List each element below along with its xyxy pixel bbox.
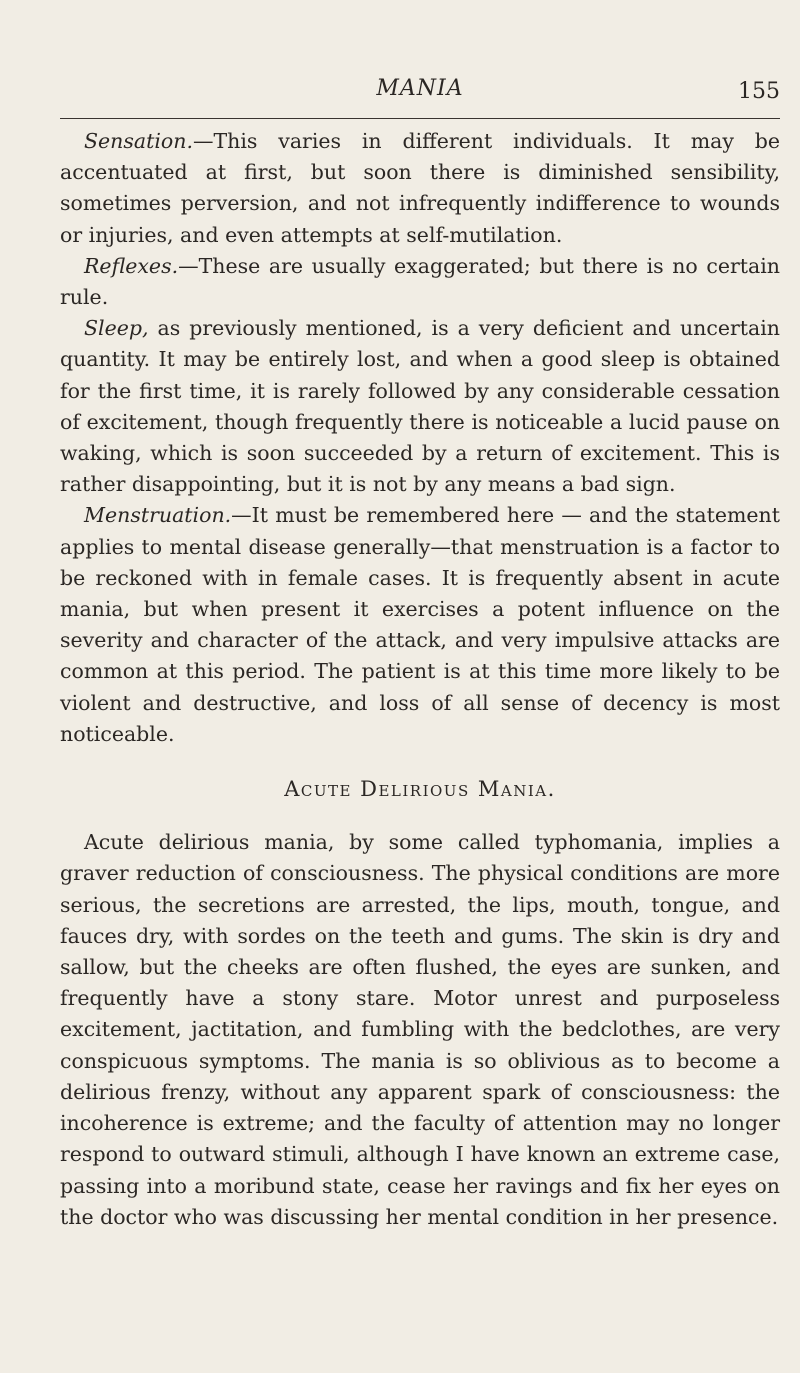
- paragraph-lead: Sensation.: [84, 129, 193, 153]
- paragraph-lead: Menstruation.: [84, 503, 232, 528]
- paragraph-sleep: [60, 313, 780, 500]
- paragraph-text: —This varies in different individuals. It may be accentuated at first, but soon there is diminished sensibility, sometimes perversion, and not infrequently indifference to wounds or injuries, and even attempts at self-mutilation.: [60, 129, 780, 247]
- paragraph-sensation: [60, 126, 780, 251]
- page-header: [60, 76, 780, 116]
- body-text: [60, 126, 780, 1233]
- paragraph-text: —It must be remembered here — and the statement applies to mental disease generally—that menstruation is a factor to be reckoned with in female cases. It is frequently absent in acute mania, but when present it exercises a potent influence on the severity and character of the attack, and very impulsive attacks are common at this period. The patient is at this time more likely to be violent and destructive, and loss of all sense of decency is most noticeable.: [60, 503, 780, 746]
- paragraph-text: as previously mentioned, is a very deficient and uncertain quantity. It may be entirely lost, and when a good sleep is obtained for the first time, it is rarely followed by any considerable cessation of excitement, though frequently there is noticeable a lucid pause on waking, which is soon succeeded by a return of excitement. This is rather disappointing, but it is not by any means a bad sign.: [60, 316, 780, 497]
- running-head: MANIA: [376, 76, 464, 101]
- paragraph-lead: Reflexes.: [84, 253, 179, 278]
- paragraph-reflexes: [60, 251, 780, 313]
- paragraph-lead: Sleep,: [84, 316, 149, 341]
- paragraph-acute-delirious-mania: Acute delirious mania, by some called typhomania, implies a graver reduction of consciousness. The physical conditions are more serious, the secretions are arrested, the lips, mouth, tongue, and fauces dry, with sordes on the teeth and gums. The skin is dry and sallow, but the cheeks are often flushed, the eyes are sunken, and frequently have a stony stare. Motor unrest and purposeless excitement, jactitation, and fumbling with the bedclothes, are very conspicuous symptoms. The mania is so oblivious as to become a delirious frenzy, without any apparent spark of consciousness: the incoherence is extreme; and the faculty of attention may no longer respond to outward stimuli, although I have known an extreme case, passing into a moribund state, cease her ravings and fix her eyes on the doctor who was discussing her mental condition in her presence.: [60, 830, 780, 1229]
- paragraph-menstruation: [60, 500, 780, 750]
- paragraph-text: —These are usually exaggerated; but there is no certain rule.: [60, 253, 780, 310]
- section-heading: Acute Delirious Mania.: [284, 777, 556, 802]
- header-rule: [60, 118, 780, 119]
- page-number: 155: [738, 79, 780, 104]
